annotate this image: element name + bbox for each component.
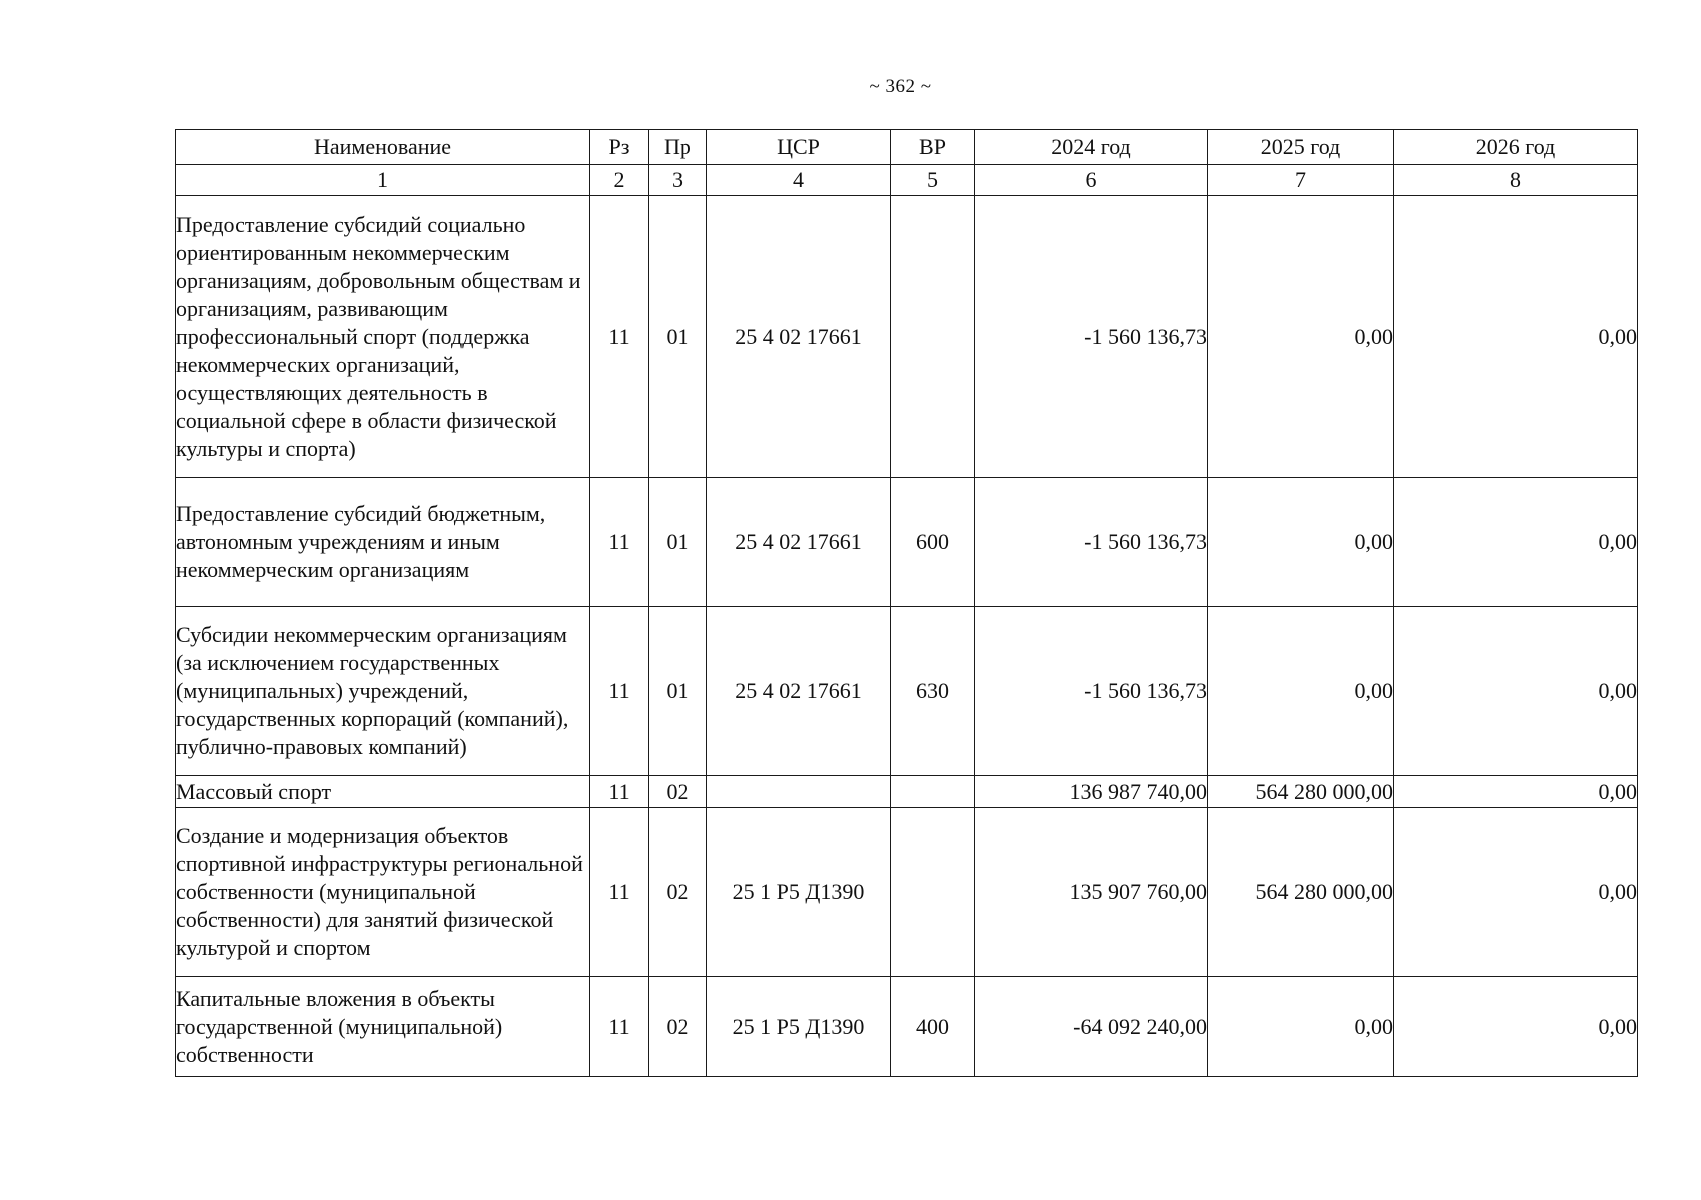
table-header: [176, 130, 1638, 196]
row-rz: 11: [590, 808, 649, 977]
page-number: ~ 362 ~: [869, 76, 932, 97]
row-amount-2026: 0,00: [1394, 478, 1638, 607]
row-amount-2026: 0,00: [1394, 607, 1638, 776]
column-number-row: [176, 165, 1638, 196]
budget-table: [175, 129, 1638, 1077]
header-2024: 2024 год: [975, 130, 1208, 165]
row-vr: 400: [891, 977, 975, 1077]
column-number: 6: [975, 165, 1208, 196]
header-rz: Рз: [590, 130, 649, 165]
row-amount-2024: -1 560 136,73: [975, 607, 1208, 776]
row-amount-2025: 0,00: [1208, 196, 1394, 478]
row-rz: 11: [590, 478, 649, 607]
row-rz: 11: [590, 607, 649, 776]
row-vr: [891, 196, 975, 478]
table-row: [176, 776, 1638, 808]
table-row: [176, 808, 1638, 977]
row-pr: 02: [649, 808, 707, 977]
row-name: Массовый спорт: [176, 776, 590, 808]
header-2025: 2025 год: [1208, 130, 1394, 165]
row-name: Капитальные вложения в объекты государственной (муниципальной) собственности: [176, 977, 590, 1077]
table-row: [176, 196, 1638, 478]
header-row: [176, 130, 1638, 165]
column-number: 3: [649, 165, 707, 196]
row-amount-2024: 135 907 760,00: [975, 808, 1208, 977]
row-amount-2025: 0,00: [1208, 478, 1394, 607]
table-body: [176, 196, 1638, 1077]
row-amount-2024: -1 560 136,73: [975, 196, 1208, 478]
row-amount-2025: 0,00: [1208, 607, 1394, 776]
row-csr: 25 4 02 17661: [707, 196, 891, 478]
row-rz: 11: [590, 776, 649, 808]
row-vr: [891, 776, 975, 808]
row-amount-2026: 0,00: [1394, 776, 1638, 808]
row-name: Субсидии некоммерческим организациям (за исключением государственных (муниципальных) учреждений, государственных корпораций (компаний), публично-правовых компаний): [176, 607, 590, 776]
row-name: Предоставление субсидий социально ориентированным некоммерческим организациям, добровольным обществам и организациям, развивающим профессиональный спорт (поддержка некоммерческих организаций, осуществляющих деятельность в социальной сфере в области физической культуры и спорта): [176, 196, 590, 478]
table-row: [176, 478, 1638, 607]
row-amount-2026: 0,00: [1394, 977, 1638, 1077]
row-pr: 01: [649, 196, 707, 478]
column-number: 4: [707, 165, 891, 196]
header-name: Наименование: [176, 130, 590, 165]
column-number: 7: [1208, 165, 1394, 196]
row-amount-2025: 564 280 000,00: [1208, 808, 1394, 977]
header-2026: 2026 год: [1394, 130, 1638, 165]
column-number: 5: [891, 165, 975, 196]
row-vr: 600: [891, 478, 975, 607]
row-vr: 630: [891, 607, 975, 776]
row-rz: 11: [590, 196, 649, 478]
row-amount-2025: 0,00: [1208, 977, 1394, 1077]
table-row: [176, 977, 1638, 1077]
row-amount-2026: 0,00: [1394, 808, 1638, 977]
row-pr: 01: [649, 478, 707, 607]
row-amount-2025: 564 280 000,00: [1208, 776, 1394, 808]
table-row: [176, 607, 1638, 776]
row-csr: 25 4 02 17661: [707, 607, 891, 776]
row-csr: 25 1 Р5 Д1390: [707, 977, 891, 1077]
row-amount-2024: -1 560 136,73: [975, 478, 1208, 607]
header-csr: ЦСР: [707, 130, 891, 165]
row-csr: 25 1 Р5 Д1390: [707, 808, 891, 977]
column-number: 2: [590, 165, 649, 196]
row-pr: 02: [649, 776, 707, 808]
column-number: 8: [1394, 165, 1638, 196]
row-amount-2026: 0,00: [1394, 196, 1638, 478]
row-vr: [891, 808, 975, 977]
row-name: Предоставление субсидий бюджетным, автономным учреждениям и иным некоммерческим организациям: [176, 478, 590, 607]
row-amount-2024: -64 092 240,00: [975, 977, 1208, 1077]
header-pr: Пр: [649, 130, 707, 165]
column-number: 1: [176, 165, 590, 196]
row-pr: 01: [649, 607, 707, 776]
row-rz: 11: [590, 977, 649, 1077]
row-pr: 02: [649, 977, 707, 1077]
row-csr: 25 4 02 17661: [707, 478, 891, 607]
row-amount-2024: 136 987 740,00: [975, 776, 1208, 808]
row-name: Создание и модернизация объектов спортивной инфраструктуры региональной собственности (муниципальной собственности) для занятий физической культурой и спортом: [176, 808, 590, 977]
row-csr: [707, 776, 891, 808]
header-vr: ВР: [891, 130, 975, 165]
